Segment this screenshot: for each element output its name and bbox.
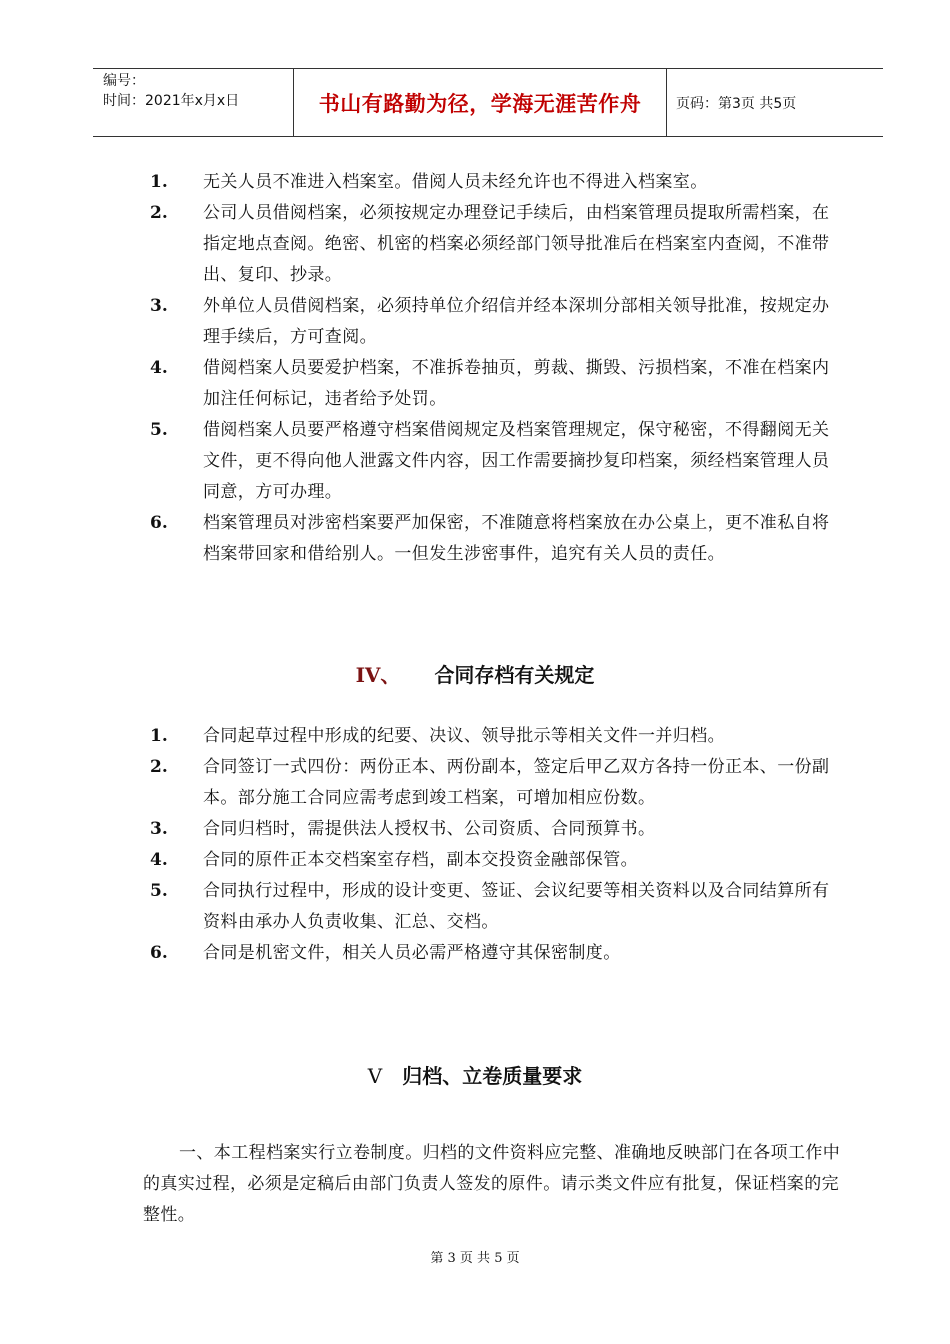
item-number: 6. — [150, 943, 168, 963]
item-text: 外单位人员借阅档案，必须持单位介绍信并经本深圳分部相关领导批准，按规定办理手续后，方可查阅。 — [203, 296, 830, 347]
item-text: 合同是机密文件，相关人员必需严格遵守其保密制度。 — [203, 943, 621, 963]
section-number: V — [367, 1064, 383, 1088]
motto: 书山有路勤为径，学海无涯苦作舟 — [318, 91, 642, 116]
item-number: 5. — [150, 420, 168, 440]
list-item — [150, 938, 840, 969]
section-title: 归档、立卷质量要求 — [402, 1064, 583, 1088]
list-item — [150, 752, 840, 814]
list-item — [150, 508, 840, 570]
item-text: 合同签订一式四份：两份正本、两份副本，签定后甲乙双方各持一份正本、一份副本。部分施工合同应需考虑到竣工档案，可增加相应份数。 — [203, 757, 830, 808]
list-item — [150, 167, 840, 198]
item-text: 借阅档案人员要爱护档案，不准拆卷抽页，剪裁、撕毁、污损档案，不准在档案内加注任何标记，违者给予处罚。 — [203, 358, 830, 409]
item-text: 借阅档案人员要严格遵守档案借阅规定及档案管理规定，保守秘密，不得翻阅无关文件，更不得向他人泄露文件内容，因工作需要摘抄复印档案，须经档案管理人员同意，方可办理。 — [203, 420, 830, 502]
item-text: 合同起草过程中形成的纪要、决议、领导批示等相关文件一并归档。 — [203, 726, 725, 746]
section-title: 合同存档有关规定 — [434, 663, 595, 687]
item-text: 公司人员借阅档案，必须按规定办理登记手续后，由档案管理员提取所需档案，在指定地点查阅。绝密、机密的档案必须经部门领导批准后在档案室内查阅，不准带出、复印、抄录。 — [203, 203, 830, 285]
section-heading-iv — [0, 659, 950, 688]
page-header — [93, 68, 883, 137]
list-item — [150, 814, 840, 845]
item-number: 2. — [150, 203, 168, 223]
item-text: 档案管理员对涉密档案要严加保密，不准随意将档案放在办公桌上，更不准私自将档案带回家和借给别人。一但发生涉密事件，追究有关人员的责任。 — [203, 513, 830, 564]
list-item — [150, 415, 840, 508]
section-number: IV、 — [355, 663, 401, 687]
section-heading-v — [0, 1060, 950, 1089]
item-text: 合同执行过程中，形成的设计变更、签证、会议纪要等相关资料以及合同结算所有资料由承办人负责收集、汇总、交档。 — [203, 881, 830, 932]
item-number: 1. — [150, 172, 168, 192]
list-item — [150, 353, 840, 415]
list-item — [150, 876, 840, 938]
list-item — [150, 291, 840, 353]
time-label: 时间：2021年x月x日 — [103, 93, 240, 109]
item-number: 1. — [150, 726, 168, 746]
list-item — [150, 845, 840, 876]
item-text: 合同归档时，需提供法人授权书、公司资质、合同预算书。 — [203, 819, 656, 839]
body-paragraph: 一、本工程档案实行立卷制度。归档的文件资料应完整、准确地反映部门在各项工作中的真实过程，必须是定稿后由部门负责人签发的原件。请示类文件应有批复，保证档案的完整性。 — [143, 1143, 841, 1225]
item-number: 3. — [150, 819, 168, 839]
item-number: 5. — [150, 881, 168, 901]
header-page-cell — [667, 69, 883, 136]
contract-rules-list — [150, 721, 840, 969]
page-number: 页码：第3页 共5页 — [676, 95, 797, 112]
item-number: 2. — [150, 757, 168, 777]
list-item — [150, 721, 840, 752]
item-text: 无关人员不准进入档案室。借阅人员未经允许也不得进入档案室。 — [203, 172, 708, 192]
item-number: 3. — [150, 296, 168, 316]
item-number: 6. — [150, 513, 168, 533]
item-number: 4. — [150, 358, 168, 378]
list-item — [150, 198, 840, 291]
borrowing-rules-list — [150, 167, 840, 570]
item-number: 4. — [150, 850, 168, 870]
serial-label: 编号： — [103, 73, 145, 89]
page-footer: 第 3 页 共 5 页 — [430, 1251, 520, 1266]
header-motto-cell — [294, 69, 667, 136]
item-text: 合同的原件正本交档案室存档，副本交投资金融部保管。 — [203, 850, 638, 870]
header-meta — [93, 69, 294, 136]
